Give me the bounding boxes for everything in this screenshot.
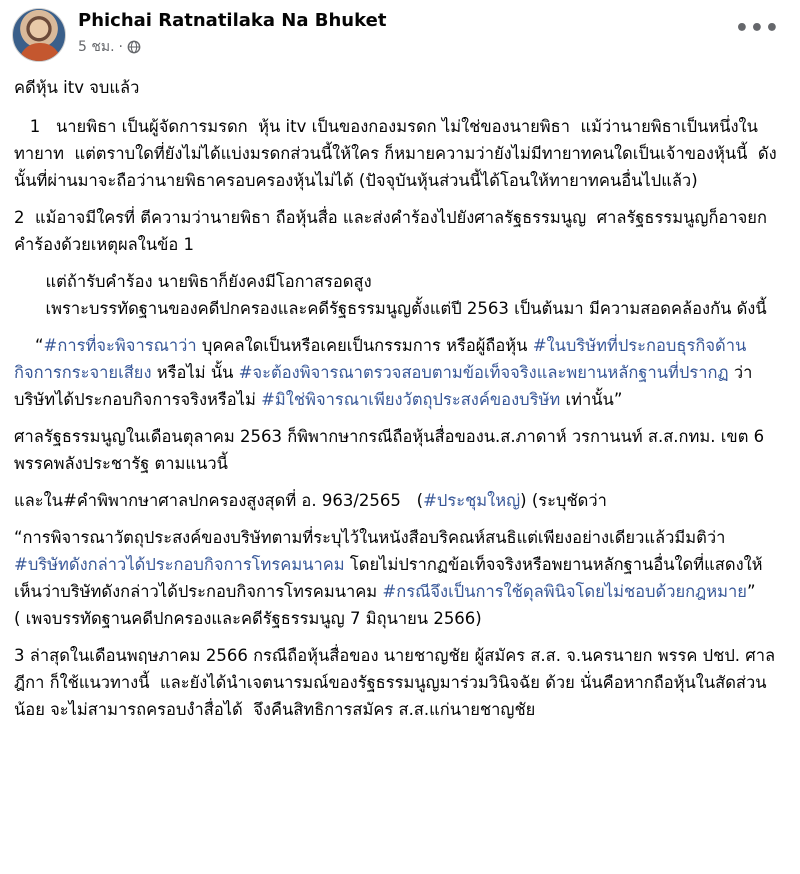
- post-title: คดีหุ้น itv จบแล้ว: [14, 78, 140, 97]
- post-time[interactable]: 5 ชม.: [78, 39, 115, 55]
- post-header: [12, 4, 788, 64]
- globe-icon[interactable]: [127, 40, 141, 54]
- post-body: [14, 74, 784, 733]
- hashtag-4[interactable]: #มิใช่พิจารณาเพียงวัตถุประสงค์ของบริษัท: [261, 390, 561, 409]
- p6-text-1: และใน#คำพิพากษาศาลปกครองสูงสุดที่ อ. 963/2565 (: [14, 491, 424, 510]
- avatar[interactable]: [12, 8, 66, 62]
- paragraph-2: 2 แม้อาจมีใครที่ ตีความว่านายพิธา ถือหุ้นสื่อ และส่งคำร้องไปยังศาลรัฐธรรมนูญ ศาลรัฐธรรมนูญก็อาจยกคำร้องด้วยเหตุผลในข้อ 1: [14, 208, 767, 254]
- paragraph-5: ศาลรัฐธรรมนูญในเดือนตุลาคม 2563 ก็พิพากษากรณีถือหุ้นสื่อของน.ส.ภาดาห์ วรกานนท์ ส.ส.กทม. เขต 6 พรรคพลังประชารัฐ ตามแนวนี้: [14, 427, 770, 473]
- p7-text-1: “การพิจารณาวัตถุประสงค์ของบริษัทตามที่ระบุไว้ในหนังสือบริคณห์สนธิแต่เพียงอย่างเดียวแล้วมีมติว่า: [14, 528, 731, 547]
- quote-text-4: เท่านั้น”: [560, 390, 623, 409]
- meta-separator: ·: [118, 39, 123, 55]
- quote-paragraph: [14, 332, 784, 413]
- hashtag-2[interactable]: #ในบริษัทที่ประกอบธุรกิจด้านกิจการกระจายเสียง: [14, 336, 747, 382]
- paragraph-6: [14, 487, 784, 514]
- hashtag-1[interactable]: #การที่จะพิจารณาว่า: [43, 336, 197, 355]
- p7-text-2: โดยไม่ปรากฏข้อเท็จจริงหรือพยานหลักฐานอื่นใดที่แสดงให้เห็นว่าบริษัทดังกล่าวได้ประกอบกิจการโทรคมนาคม: [14, 555, 763, 601]
- paragraph-3a: แต่ถ้ารับคำร้อง นายพิธาก็ยังคงมีโอกาสรอดสูง: [14, 272, 372, 291]
- more-horizontal-icon[interactable]: •••: [734, 16, 780, 41]
- hashtag-telecom[interactable]: #บริษัทดังกล่าวได้ประกอบกิจการโทรคมนาคม: [14, 555, 345, 574]
- hashtag-discretion[interactable]: #กรณีจึงเป็นการใช้ดุลพินิจโดยไม่ชอบด้วยกฎหมาย: [382, 582, 747, 601]
- source-note: ( เพจบรรทัดฐานคดีปกครองและคดีรัฐธรรมนูญ 7 มิถุนายน 2566): [14, 609, 482, 628]
- paragraph-7: [14, 524, 784, 605]
- paragraph-8: 3 ล่าสุดในเดือนพฤษภาคม 2566 กรณีถือหุ้นสื่อของ นายชาญชัย ผู้สมัคร ส.ส. จ.นครนายก พรรค ปชป. ศาลฎีกา ก็ใช้แนวทางนี้ และยังได้นำเจตนารมณ์ของรัฐธรรมนูญมาร่วมวินิจฉัย ด้วย นั่นคือหากถือหุ้นในสัดส่วนน้อย จะไม่สามารถครอบงำสื่อได้ จึงคืนสิทธิการสมัคร ส.ส.แก่นายชาญชัย: [14, 646, 776, 719]
- p6-text-2: ) (ระบุชัดว่า: [520, 491, 607, 510]
- quote-text-1: บุคคลใดเป็นหรือเคยเป็นกรรมการ หรือผู้ถือหุ้น: [196, 336, 533, 355]
- hashtag-3[interactable]: #จะต้องพิจารณาตรวจสอบตามข้อเท็จจริงและพยานหลักฐานที่ปรากฏ: [238, 363, 729, 382]
- quote-open: “: [14, 336, 44, 355]
- post-meta: [78, 36, 141, 58]
- quote-text-2: หรือไม่ นั้น: [151, 363, 239, 382]
- quote-text-3: ว่า บริษัทได้ประกอบกิจการจริงหรือไม่: [14, 363, 758, 409]
- p7-text-3: ”: [746, 582, 756, 601]
- avatar-shirt: [19, 43, 61, 62]
- paragraph-3b: เพราะบรรทัดฐานของคดีปกครองและคดีรัฐธรรมนูญตั้งแต่ปี 2563 เป็นต้นมา มีความสอดคล้องกัน ดังนี้: [14, 299, 767, 318]
- paragraph-1: 1 นายพิธา เป็นผู้จัดการมรดก หุ้น itv เป็นของกองมรดก ไม่ใช่ของนายพิธา แม้ว่านายพิธาเป็นหนึ่งในทายาท แต่ตราบใดที่ยังไม่ได้แบ่งมรดกส่วนนี้ให้ใคร ก็หมายความว่ายังไม่มีทายาทคนใดเป็นเจ้าของหุ้นนี้ ดังนั้นที่ผ่านมาจะถือว่านายพิธาครอบครองหุ้นไม่ได้ (ปัจจุบันหุ้นส่วนนี้ได้โอนให้ทายาทคนอื่นไปแล้ว): [14, 117, 777, 190]
- author-name[interactable]: Phichai Ratnatilaka Na Bhuket: [78, 10, 387, 31]
- hashtag-meeting[interactable]: #ประชุมใหญ่: [423, 491, 521, 510]
